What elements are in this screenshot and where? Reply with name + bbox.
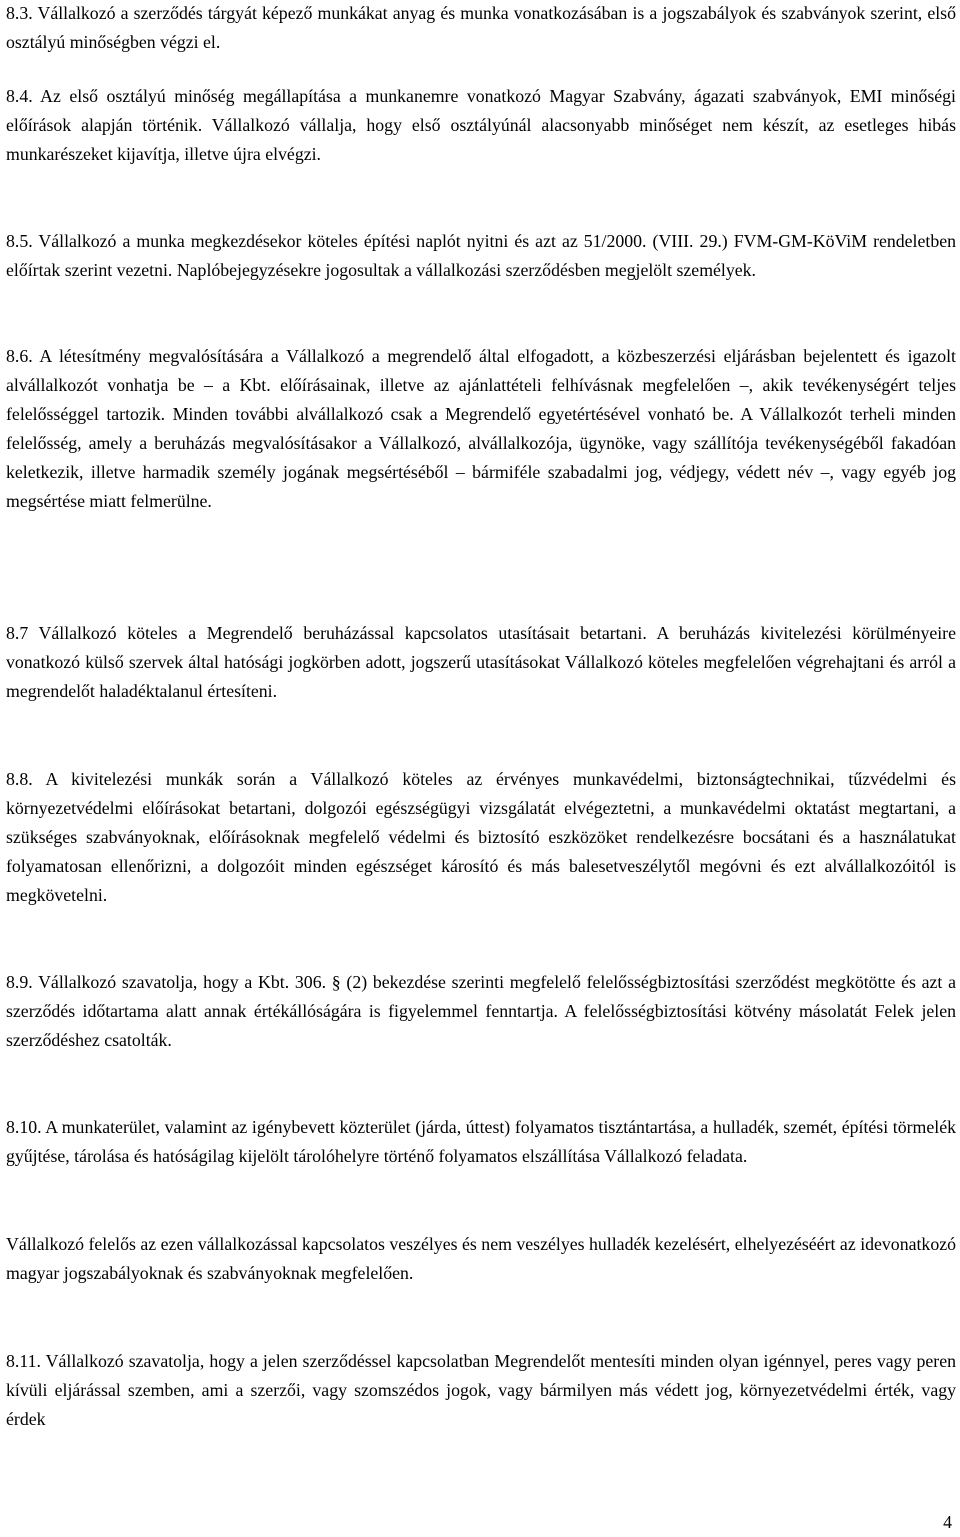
paragraph-8-5: 8.5. Vállalkozó a munka megkezdésekor köteles építési naplót nyitni és azt az 51/2000. (VIII. 29.) FVM-GM-KöViM rendeletben előírtak szerint vezetni. Naplóbejegyzésekre jogosultak a vállalkozási szerződésben megjelölt személyek. <box>6 231 956 280</box>
paragraph-8-10: 8.10. A munkaterület, valamint az igénybevett közterület (járda, úttest) folyamatos tisztántartása, a hulladék, szemét, építési törmelék gyűjtése, tárolása és hatóságilag kijelölt tárolóhelyre történő folyamatos elszállítása Vállalkozó feladata. <box>6 1117 956 1166</box>
paragraph-8-8: 8.8. A kivitelezési munkák során a Vállalkozó köteles az érvényes munkavédelmi, biztonságtechnikai, tűzvédelmi és környezetvédelmi előírásokat betartani, dolgozói egészségügyi vizsgálatát elvégeztetni, a munkavédelmi oktatást megtartani, a szükséges szabványoknak, előírásoknak megfelelő védelmi és biztosító eszközöket rendelkezésre bocsátani és a használatukat folyamatosan ellenőrizni, a dolgozóit minden egészséget károsító és más balesetveszélytől megóvni és ezt alvállalkozóitól is megkövetelni. <box>6 769 956 905</box>
paragraph-8-6: 8.6. A létesítmény megvalósítására a Vállalkozó a megrendelő által elfogadott, a közbeszerzési eljárásban bejelentett és igazolt alvállalkozót vonhatja be – a Kbt. előírásainak, illetve az ajánlattételi felhívásnak megfelelően –, akik tevékenységért teljes felelősséggel tartozik. Minden további alvállalkozó csak a Megrendelő egyetértésével vonható be. A Vállalkozót terheli minden felelősség, amely a beruházás megvalósításakor a Vállalkozó, alvállalkozója, ügynöke, vagy szállítója tevékenységéből fakadóan keletkezik, illetve harmadik személy jogának megsértéséből – bármiféle szabadalmi jog, védjegy, védett név –, vagy egyéb jog megsértése miatt felmerülne. <box>6 346 956 511</box>
paragraph-8-7: 8.7 Vállalkozó köteles a Megrendelő beruházással kapcsolatos utasításait betartani. A beruházás kivitelezési körülményeire vonatkozó külső szervek által hatósági jogkörben adott, jogszerű utasításokat Vállalkozó köteles megfelelően végrehajtani és arról a megrendelőt haladéktalanul értesíteni. <box>6 623 956 701</box>
paragraph-hulladek: Vállalkozó felelős az ezen vállalkozással kapcsolatos veszélyes és nem veszélyes hulladék kezelésért, elhelyezéséért az idevonatkozó magyar jogszabályoknak és szabványoknak megfelelően. <box>6 1234 956 1283</box>
document-page <box>6 0 956 1537</box>
paragraph-8-4: 8.4. Az első osztályú minőség megállapítása a munkanemre vonatkozó Magyar Szabvány, ágazati szabványok, EMI minőségi előírások alapján történik. Vállalkozó vállalja, hogy első osztályúnál alacsonyabb minőséget nem készít, az esetleges hibás munkarészeket kijavítja, illetve újra elvégzi. <box>6 86 956 164</box>
paragraph-8-11: 8.11. Vállalkozó szavatolja, hogy a jelen szerződéssel kapcsolatban Megrendelőt mentesíti minden olyan igénnyel, peres vagy peren kívüli eljárással szemben, ami a szerzői, vagy szomszédos jogok, vagy bármilyen más védett jog, környezetvédelmi érték, vagy érdek <box>6 1351 956 1429</box>
paragraph-8-9: 8.9. Vállalkozó szavatolja, hogy a Kbt. 306. § (2) bekezdése szerinti megfelelő felelősségbiztosítási szerződést megkötötte és azt a szerződés időtartama alatt annak értékállóságára is figyelemmel fenntartja. A felelősségbiztosítási kötvény másolatát Felek jelen szerződéshez csatolták. <box>6 972 956 1050</box>
paragraph-8-3: 8.3. Vállalkozó a szerződés tárgyát képező munkákat anyag és munka vonatkozásában is a jogszabályok és szabványok szerint, első osztályú minőségben végzi el. <box>6 3 956 52</box>
page-number: 4 <box>943 1512 952 1532</box>
